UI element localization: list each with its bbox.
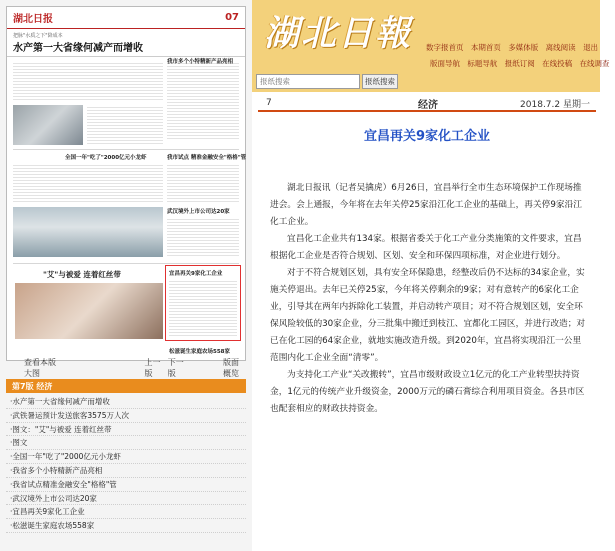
thumbnail-text-block	[87, 105, 163, 145]
nav-link-offline[interactable]: 离线阅读	[545, 43, 576, 52]
issue-date: 2018.7.2 星期一	[520, 99, 590, 110]
thumbnail-text-block	[13, 61, 163, 101]
article-title: 宜昌再关9家化工企业	[363, 129, 491, 144]
thumbnail-body	[7, 57, 245, 367]
prev-page-link[interactable]: 上一版	[144, 358, 161, 378]
thumbnail-masthead	[7, 7, 245, 29]
nav-link-page-nav[interactable]: 版面导航	[430, 59, 460, 68]
list-item[interactable]: ·图文	[6, 436, 246, 450]
nav-link-exit[interactable]: 退出	[583, 43, 599, 52]
thumbnail-kicker: 把脉"水质之下"降成本	[13, 33, 63, 39]
list-item[interactable]: ·水产第一大省缘何减产而增收	[6, 395, 246, 409]
article-paragraph: 对于不符合规划区划，具有安全环保隐患，经整改后仍不达标的34家企业，实施关停退出。去年已关停25家，今年将关停剩余的9家；对有意转产的6家化工企业，引导其在两年内拆除化工装置，并启动转产项目；对不符合规划区划，安全环保风险较低的30家企业，分三批集中搬迁到枝江、宜都化工园区，并进行改造；对已在化工园的64家企业，就地实施改造升级。到2020年，宜昌将实现沿江一公里范围内化工企业全面“清零”。	[270, 268, 586, 363]
list-item[interactable]: ·我省试点精准金融安全"格格"管	[6, 478, 246, 492]
section-header: 第7版 经济	[6, 379, 246, 393]
thumbnail-article-title[interactable]: 我市多个小特精新产品亮相	[167, 59, 234, 65]
thumbnail-article-title[interactable]: 武汉境外上市公司达20家	[167, 209, 230, 215]
sub-nav	[430, 58, 615, 69]
search-input[interactable]	[256, 74, 360, 89]
left-panel	[0, 0, 252, 551]
overview-link[interactable]: 版面概览	[223, 358, 239, 378]
article-list	[6, 395, 246, 533]
nav-link-multimedia[interactable]: 多媒体版	[508, 43, 539, 52]
article-paragraph: 湖北日报讯（记者吴擒虎）6月26日，宜昌举行全市生态环境保护工作现场推进会。会上通报，今年将在去年关停25家沿江化工企业的基础上，再关停9家沿江化工企业。	[270, 183, 582, 227]
page-info-bar	[258, 96, 596, 112]
list-item[interactable]: ·松滋诞生家庭农场558家	[6, 519, 246, 533]
thumbnail-logo: 湖北日报	[13, 14, 53, 25]
article-paragraph: 为支持化工产业“关改搬转”，宜昌市级财政设立1亿元的化工产业转型扶持资金，1亿元的传统产业升级资金，2000万元的磷石膏综合利用项目资金。各县市区也配套相应的财政扶持资金。	[270, 370, 585, 414]
search-bar	[256, 74, 398, 89]
search-button[interactable]: 报纸搜索	[362, 74, 398, 89]
thumbnail-article-title[interactable]: 宜昌再关9家化工企业	[169, 271, 223, 277]
thumbnail-text-block	[167, 163, 239, 203]
thumbnail-rule	[13, 149, 239, 150]
nav-link-title-nav[interactable]: 标题导航	[467, 59, 498, 68]
thumbnail-lead	[7, 29, 245, 57]
site-header	[252, 0, 610, 92]
article-body	[270, 180, 588, 418]
thumbnail-photo	[15, 283, 163, 339]
view-large-link[interactable]: 查看本版大图	[24, 358, 56, 378]
nav-link-survey[interactable]: 在线调查	[579, 59, 610, 68]
next-page-link[interactable]: 下一版	[167, 358, 184, 378]
page-name: 经济	[418, 99, 438, 111]
thumbnail-headline[interactable]: 水产第一大省缘何减产而增收	[13, 43, 143, 54]
thumbnail-photo	[13, 207, 163, 257]
thumbnail-rule	[13, 263, 239, 264]
thumbnail-nav	[6, 358, 246, 378]
thumbnail-article-title[interactable]: "艾"与被爱 连着红丝带	[43, 270, 121, 279]
thumbnail-page-number: 07	[225, 12, 239, 23]
site-logo: 湖北日報	[264, 13, 413, 54]
thumbnail-text-block	[13, 163, 163, 203]
thumbnail-text-block	[169, 279, 237, 337]
page-thumbnail[interactable]	[6, 6, 246, 361]
article-paragraph: 宜昌化工企业共有134家。根据省委关于化工产业分类施策的文件要求，宜昌根据化工企业是否符合规划、区划、安全和环保四项标准，对企业进行划分。	[270, 234, 582, 261]
thumbnail-photo	[13, 105, 83, 145]
thumbnail-article-title[interactable]: 我市试点 精准金融安全"格格"管	[167, 155, 247, 161]
list-item[interactable]: ·宜昌再关9家化工企业	[6, 505, 246, 519]
thumbnail-article-title[interactable]: 松滋诞生家庭农场558家	[169, 349, 230, 355]
list-item[interactable]: ·武汉境外上市公司达20家	[6, 492, 246, 506]
thumbnail-text-block	[167, 61, 239, 141]
thumbnail-article-title[interactable]: 全国一年"吃了"2000亿元小龙虾	[65, 155, 147, 161]
list-item[interactable]: ·图文："艾"与被爱 连着红丝带	[6, 423, 246, 437]
list-item[interactable]: ·武铁暑运预计发送旅客3575万人次	[6, 409, 246, 423]
list-item[interactable]: ·全国一年"吃了"2000亿元小龙虾	[6, 450, 246, 464]
list-item[interactable]: ·我省多个小特精新产品亮相	[6, 464, 246, 478]
page-number: 7	[266, 98, 272, 108]
nav-link-subscribe[interactable]: 报纸订阅	[504, 59, 535, 68]
nav-link-home[interactable]: 数字报首页	[426, 43, 464, 52]
nav-link-issue-home[interactable]: 本期首页	[470, 43, 501, 52]
nav-link-submit[interactable]: 在线投稿	[542, 59, 573, 68]
top-nav	[426, 42, 603, 53]
thumbnail-text-block	[167, 217, 239, 257]
